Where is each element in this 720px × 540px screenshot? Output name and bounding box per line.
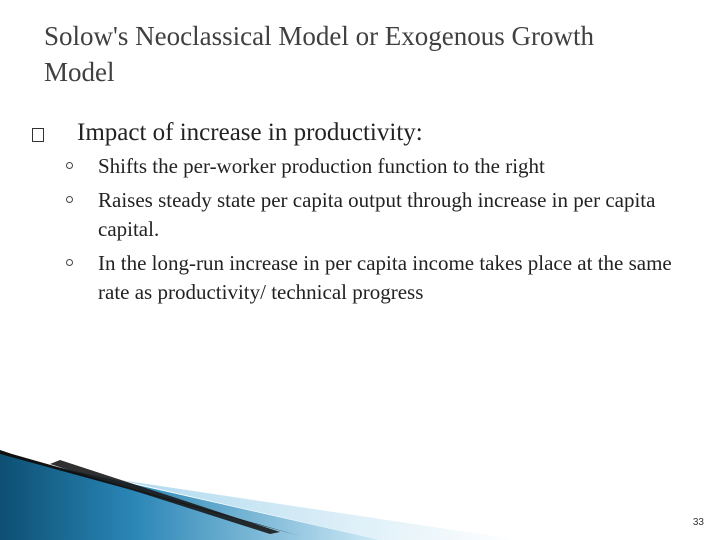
sub-bullet-item <box>66 249 696 307</box>
main-bullet-text: Impact of increase in productivity: <box>77 119 423 146</box>
circle-bullet-icon <box>66 259 73 266</box>
page-number: 33 <box>692 517 704 528</box>
slide-title: Solow's Neoclassical Model or Exogenous Growth Model <box>44 21 595 87</box>
sub-bullet-text: Shifts the per-worker production function to the right <box>98 154 545 178</box>
sub-bullet-item <box>66 152 696 181</box>
sub-bullet-list <box>66 152 696 312</box>
decorative-swoosh <box>0 440 720 540</box>
main-bullet <box>32 116 692 150</box>
sub-bullet-text: Raises steady state per capita output through increase in per capita capital. <box>98 188 656 241</box>
sub-bullet-text: In the long-run increase in per capita income takes place at the same rate as productivity/ technical progress <box>98 251 672 304</box>
circle-bullet-icon <box>66 196 73 203</box>
circle-bullet-icon <box>66 162 73 169</box>
sub-bullet-item <box>66 186 696 244</box>
box-bullet-icon <box>32 128 44 142</box>
